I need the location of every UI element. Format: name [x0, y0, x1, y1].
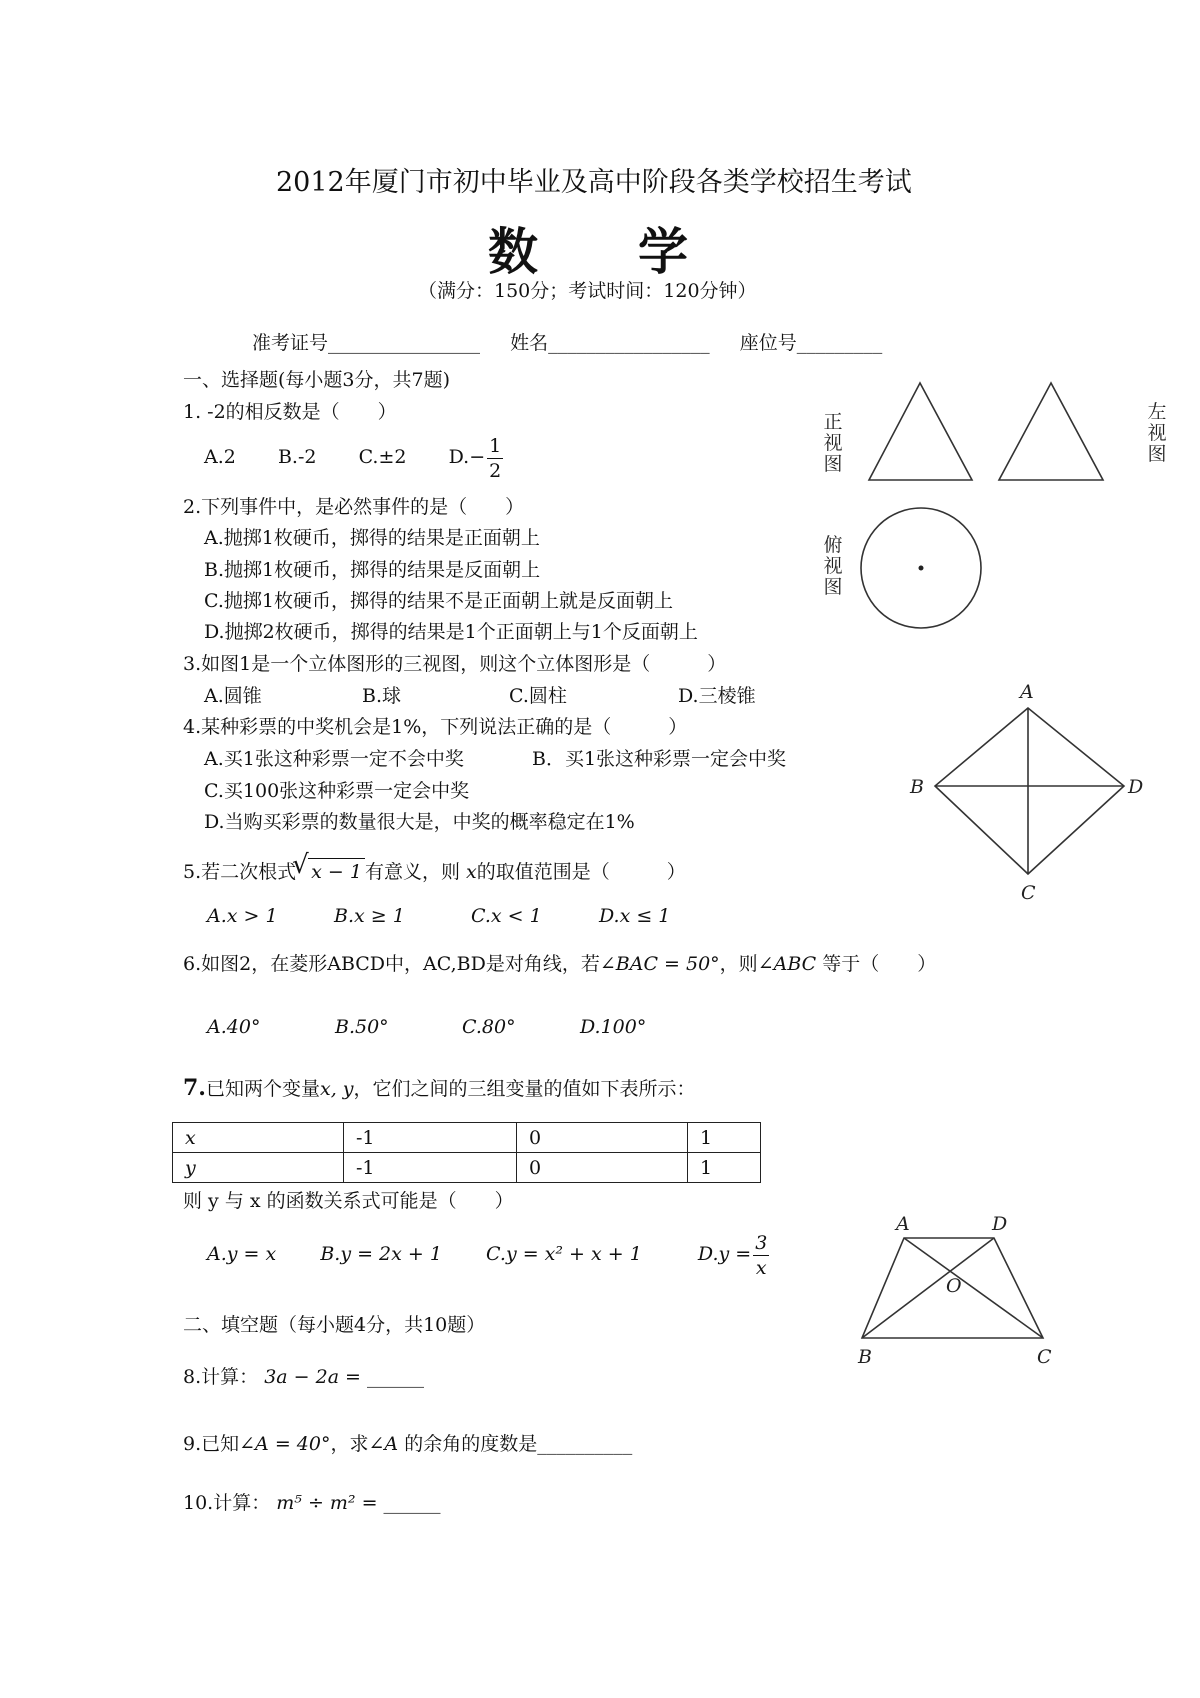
top-view-center-dot [919, 566, 924, 571]
q10: 10.计算： m⁵ ÷ m² = ______ [183, 1492, 441, 1514]
exam-number-label: 准考证号 [252, 332, 329, 354]
trapezoid-figure [848, 1210, 1078, 1370]
vertex-label-d: D [992, 1213, 1008, 1235]
q4-option-c[interactable]: C.买100张这种彩票一定会中奖 [204, 780, 470, 802]
seat-blank[interactable]: _________ [796, 332, 883, 354]
vertex-label-a: A [896, 1213, 910, 1235]
exam-info: （满分：150分；考试时间：120分钟） [418, 280, 757, 302]
q5-option-b[interactable]: B.x ≥ 1 [334, 905, 405, 927]
q5-stem: 5.若二次根式√ x − 1 有意义，则 x的取值范围是（ ） [183, 858, 686, 885]
section1-title: 一、选择题(每小题3分，共7题) [183, 369, 451, 391]
q6-option-a[interactable]: A.40° [207, 1016, 261, 1038]
q2-stem: 2.下列事件中，是必然事件的是（ ） [183, 496, 525, 518]
q7-option-b[interactable]: B.y = 2x + 1 [320, 1243, 442, 1265]
q1-option-d[interactable]: D.− $\frac{1}{2}$ [448, 434, 502, 482]
table-cell: 0 [517, 1153, 688, 1183]
candidate-fields [252, 330, 882, 356]
three-views-figure [860, 380, 1140, 640]
q7-option-a[interactable]: A.y = x [207, 1243, 277, 1265]
name-label: 姓名 [510, 332, 549, 354]
q1-option-a[interactable]: A.2 [204, 446, 236, 468]
q4-stem: 4.某种彩票的中奖机会是1%，下列说法正确的是（ ） [183, 716, 688, 738]
table-cell: -1 [344, 1153, 517, 1183]
q2-option-b[interactable]: B.抛掷1枚硬币，掷得的结果是反面朝上 [204, 559, 541, 581]
q1-option-b[interactable]: B.-2 [277, 446, 317, 468]
variables-table [172, 1122, 761, 1183]
table-row [173, 1123, 761, 1153]
section2-title: 二、填空题（每小题4分，共10题） [183, 1314, 486, 1336]
q2-option-d[interactable]: D.抛掷2枚硬币，掷得的结果是1个正面朝上与1个反面朝上 [204, 621, 698, 643]
q4-option-d[interactable]: D.当购买彩票的数量很大是，中奖的概率稳定在1% [204, 811, 635, 833]
q4-option-a[interactable]: A.买1张这种彩票一定不会中奖 [204, 748, 464, 770]
q2-option-c[interactable]: C.抛掷1枚硬币，掷得的结果不是正面朝上就是反面朝上 [204, 590, 673, 612]
subject-title: 数 学 [488, 222, 688, 281]
q6-option-c[interactable]: C.80° [462, 1016, 516, 1038]
q5-radical: √ x − 1 [308, 858, 365, 885]
q9: 9.已知∠A = 40°，求∠A 的余角的度数是__________ [183, 1433, 633, 1455]
vertex-label-b: B [858, 1346, 872, 1368]
q6-stem: 6.如图2，在菱形ABCD中，AC,BD是对角线，若∠BAC = 50°，则∠ABC 等于（ ） [183, 953, 937, 975]
q8: 8.计算： 3a − 2a = ______ [183, 1366, 425, 1388]
vertex-label-c: C [1021, 882, 1036, 904]
q8-answer-blank[interactable]: ______ [367, 1366, 425, 1388]
q6-option-b[interactable]: B.50° [335, 1016, 389, 1038]
table-cell: -1 [344, 1123, 517, 1153]
table-cell: y [173, 1153, 344, 1183]
table-cell: 1 [688, 1123, 761, 1153]
q3-option-d[interactable]: D.三棱锥 [678, 685, 756, 707]
q4-option-b[interactable]: B．买1张这种彩票一定会中奖 [532, 748, 787, 770]
left-view-triangle [999, 383, 1103, 480]
q6-option-d[interactable]: D.100° [580, 1016, 647, 1038]
exam-number-blank[interactable]: ________________ [328, 332, 481, 354]
q3-stem: 3.如图1是一个立体图形的三视图，则这个立体图形是（ ） [183, 653, 727, 675]
rhombus-figure [900, 676, 1160, 912]
vertex-label-o: O [946, 1275, 962, 1297]
q1-stem: 1. -2的相反数是（ ） [183, 401, 397, 423]
table-cell: x [173, 1123, 344, 1153]
front-view-label: 正视图 [823, 411, 843, 475]
vertex-label-c: C [1037, 1346, 1052, 1368]
q7-stem: 7.已知两个变量x, y，它们之间的三组变量的值如下表所示： [183, 1075, 696, 1101]
vertex-label-d: D [1128, 776, 1144, 798]
table-row [173, 1153, 761, 1183]
q7-question: 则 y 与 x 的函数关系式可能是（ ） [183, 1190, 514, 1212]
table-cell: 0 [517, 1123, 688, 1153]
q7-option-c[interactable]: C.y = x² + x + 1 [486, 1243, 642, 1265]
q3-option-a[interactable]: A.圆锥 [204, 685, 262, 707]
vertex-label-a: A [1020, 681, 1034, 703]
top-view-label: 俯视图 [823, 534, 843, 598]
front-view-triangle [869, 383, 972, 480]
q7-option-d[interactable]: D.y = $\frac{3}{x}$ [697, 1231, 768, 1279]
q3-option-b[interactable]: B.球 [362, 685, 402, 707]
q5-option-c[interactable]: C.x < 1 [471, 905, 542, 927]
q2-option-a[interactable]: A.抛掷1枚硬币，掷得的结果是正面朝上 [204, 527, 540, 549]
table-cell: 1 [688, 1153, 761, 1183]
left-view-label: 左视图 [1147, 401, 1167, 465]
q1-option-c[interactable]: C.±2 [358, 446, 407, 468]
q3-option-c[interactable]: C.圆柱 [509, 685, 567, 707]
seat-label: 座位号 [739, 332, 797, 354]
q7-options [207, 1228, 769, 1280]
vertex-label-b: B [910, 776, 924, 798]
q5-option-a[interactable]: A.x > 1 [207, 905, 278, 927]
q10-answer-blank[interactable]: ______ [383, 1492, 441, 1514]
name-blank[interactable]: _________________ [548, 332, 710, 354]
exam-title: 2012年厦门市初中毕业及高中阶段各类学校招生考试 [276, 167, 912, 198]
q9-answer-blank[interactable]: __________ [537, 1433, 633, 1455]
q1-options [204, 432, 503, 483]
q5-option-d[interactable]: D.x ≤ 1 [599, 905, 671, 927]
rhombus-outline [935, 708, 1124, 874]
